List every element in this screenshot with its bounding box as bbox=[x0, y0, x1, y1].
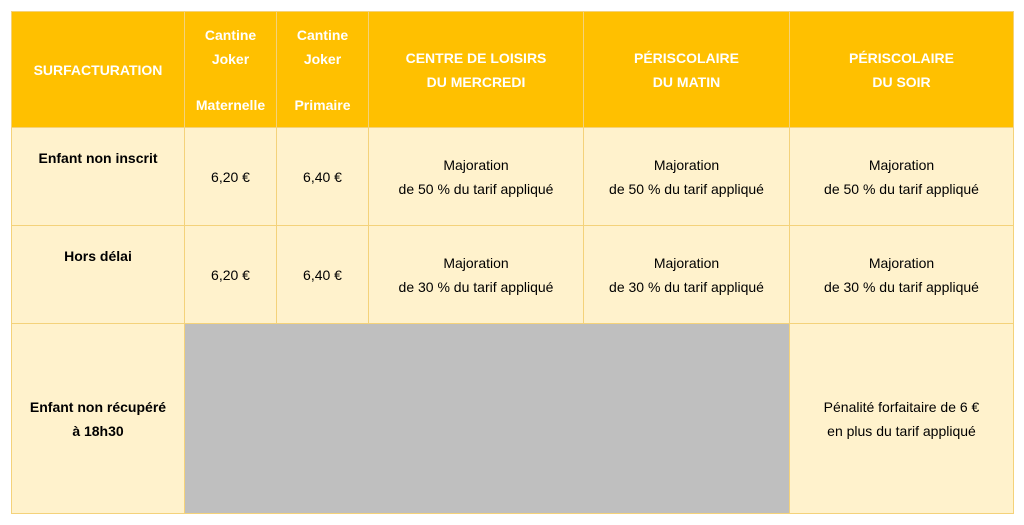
cell-soir-line1: Pénalité forfaitaire de 6 € bbox=[823, 398, 980, 415]
cell-soir-line2: en plus du tarif appliqué bbox=[827, 422, 976, 439]
header-cantine-primaire-line3: Primaire bbox=[294, 96, 351, 113]
cell-soir-line1: Majoration bbox=[868, 254, 935, 271]
cell-mercredi-line2: de 30 % du tarif appliqué bbox=[398, 278, 554, 295]
cell-soir-line1: Majoration bbox=[868, 156, 935, 173]
cell-primaire: 6,40 € bbox=[277, 128, 369, 226]
header-centre-loisirs-line1: CENTRE DE LOISIRS bbox=[405, 49, 547, 66]
cell-matin-line1: Majoration bbox=[653, 156, 720, 173]
cell-soir bbox=[790, 128, 1014, 226]
cell-matin-line1: Majoration bbox=[653, 254, 720, 271]
cell-matin bbox=[584, 226, 790, 324]
header-centre-loisirs bbox=[369, 12, 584, 128]
cell-mercredi-line2: de 50 % du tarif appliqué bbox=[398, 180, 554, 197]
header-cantine-maternelle-line1: Cantine bbox=[204, 26, 257, 43]
cell-soir-line2: de 50 % du tarif appliqué bbox=[824, 180, 979, 197]
cell-primaire: 6,40 € bbox=[277, 226, 369, 324]
cell-maternelle: 6,20 € bbox=[185, 226, 277, 324]
not-applicable-cell bbox=[185, 324, 790, 514]
row-label-non-recupere-line2: à 18h30 bbox=[72, 422, 124, 439]
header-periscolaire-soir bbox=[790, 12, 1014, 128]
cell-matin-line2: de 30 % du tarif appliqué bbox=[609, 278, 764, 295]
header-periscolaire-soir-line1: PÉRISCOLAIRE bbox=[848, 49, 954, 66]
header-cantine-maternelle bbox=[185, 12, 277, 128]
header-periscolaire-soir-line2: DU SOIR bbox=[872, 73, 931, 90]
cell-mercredi-line1: Majoration bbox=[443, 156, 509, 173]
cell-mercredi bbox=[369, 226, 584, 324]
row-label-non-recupere bbox=[12, 324, 185, 514]
cell-soir bbox=[790, 226, 1014, 324]
header-periscolaire-matin-line2: DU MATIN bbox=[652, 73, 721, 90]
cell-soir-line2: de 30 % du tarif appliqué bbox=[824, 278, 979, 295]
header-periscolaire-matin-line1: PÉRISCOLAIRE bbox=[633, 49, 739, 66]
row-label-non-recupere-line1: Enfant non récupéré bbox=[29, 398, 167, 415]
table-row bbox=[12, 324, 1014, 514]
header-cantine-maternelle-line2: Joker bbox=[211, 50, 250, 67]
header-centre-loisirs-line2: DU MERCREDI bbox=[426, 73, 526, 90]
header-cantine-maternelle-line3: Maternelle bbox=[195, 96, 266, 113]
header-cantine-primaire bbox=[277, 12, 369, 128]
cell-matin-line2: de 50 % du tarif appliqué bbox=[609, 180, 764, 197]
cell-soir bbox=[790, 324, 1014, 514]
header-cantine-primaire-line2: Joker bbox=[303, 50, 342, 67]
row-label-non-inscrit: Enfant non inscrit bbox=[12, 128, 185, 226]
table-row bbox=[12, 128, 1014, 226]
cell-mercredi bbox=[369, 128, 584, 226]
cell-matin bbox=[584, 128, 790, 226]
header-row bbox=[12, 12, 1014, 128]
header-surfacturation: SURFACTURATION bbox=[12, 12, 185, 128]
header-cantine-primaire-line1: Cantine bbox=[296, 26, 349, 43]
table-row bbox=[12, 226, 1014, 324]
surfacturation-table-wrapper bbox=[11, 11, 1013, 513]
cell-mercredi-line1: Majoration bbox=[443, 254, 509, 271]
header-periscolaire-matin bbox=[584, 12, 790, 128]
row-label-hors-delai: Hors délai bbox=[12, 226, 185, 324]
surfacturation-table bbox=[11, 11, 1014, 514]
cell-maternelle: 6,20 € bbox=[185, 128, 277, 226]
